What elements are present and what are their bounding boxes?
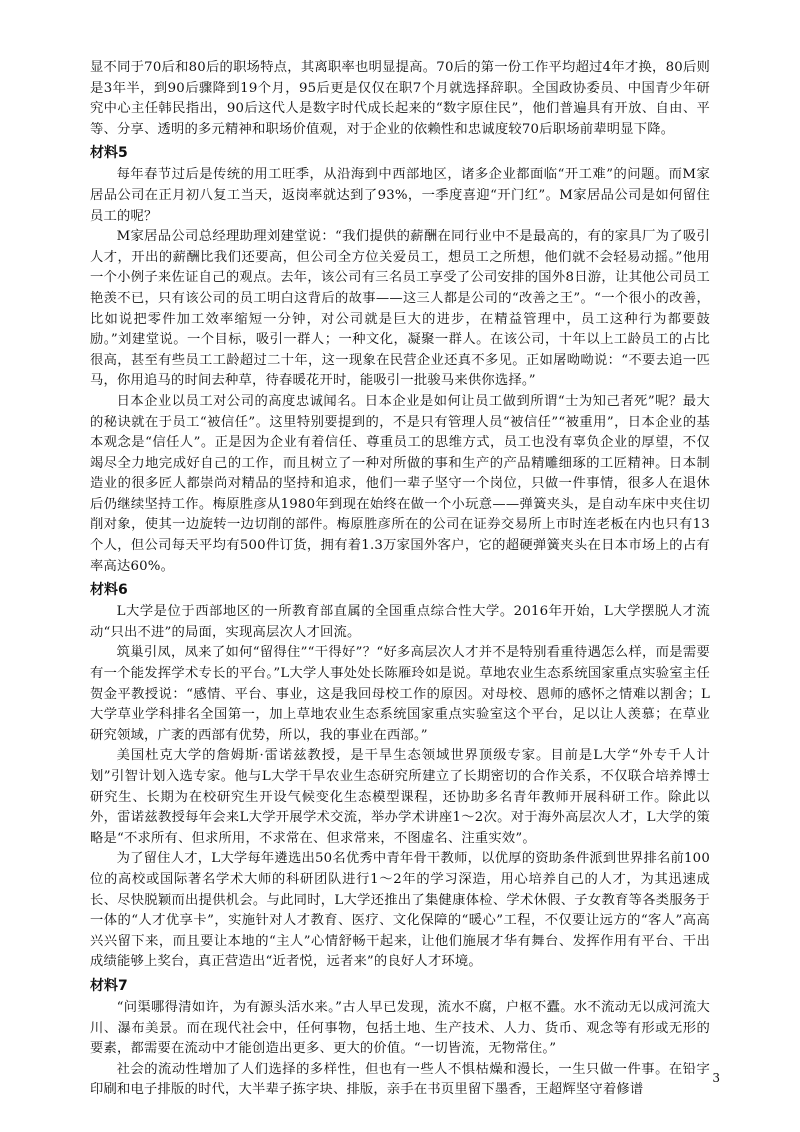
paragraph: 每年春节过后是传统的用工旺季，从沿海到中西部地区，诸多企业都面临“开工难”的问题。而M家居品公司在正月初八复工当天，返岗率就达到了93%，一季度喜迎“开门红”。M家居品公司是如何留住员工的呢？ — [90, 167, 710, 224]
paragraph: 社会的流动性增加了人们选择的多样性，但也有一些人不惧枯燥和漫长，一生只做一件事。在铅字印刷和电子排版的时代，大半辈子拣字块、排版，亲手在书页里留下墨香，王超辉坚守着修谱 — [90, 1061, 710, 1098]
paragraph: 日本企业以员工对公司的高度忠诚闻名。日本企业是如何让员工做到所谓“士为知己者死”呢？最大的秘诀就在于员工“被信任”。这里特别要提到的，不是只有管理人员“被信任”“被重用”，日本企业的基本观念是“信任人”。正是因为企业有着信任、尊重员工的思维方式，员工也没有辜负企业的厚望，不仅竭尽全力地完成好自己的工作，而且树立了一种对所做的事和生产的产品精雕细琢的工匠精神。日本制造业的很多匠人都崇尚对精品的坚持和追求，他们一辈子坚守一个岗位，只做一件事情，很多人在退休后仍继续坚持工作。梅原胜彦从1980年到现在始终在做一个小玩意——弹簧夹头，是自动车床中夹住切削对象，使其一边旋转一边切削的部件。梅原胜彦所在的公司在证券交易所上市时连老板在内也只有13个人，但公司每天平均有500件订货，拥有着1.3万家国外客户，它的超硬弹簧夹头在日本市场上的占有率高达60%。 — [90, 393, 710, 574]
paragraph: “问渠哪得清如许，为有源头活水来。”古人早已发现，流水不腐，户枢不蠹。水不流动无以成河流大川、瀑布美景。而在现代社会中，任何事物，包括土地、生产技术、人力、货币、观念等有形或无形的要素，都需要在流动中才能创造出更多、更大的价值。“一切皆流，无物常住。” — [90, 999, 710, 1057]
document-body — [90, 58, 710, 1101]
page-number: 3 — [712, 1071, 720, 1085]
section-heading: 材料6 — [90, 582, 128, 599]
paragraph: 显不同于70后和80后的职场特点，其离职率也明显提高。70后的第一份工作平均超过4年才换，80后则是3年半，到90后骤降到19个月，95后更是仅仅在职7个月就选择辞职。全国政协委员、中国青少年研究中心主任韩民指出，90后这代人是数字时代成长起来的“数字原住民”，他们普遍具有开放、自由、平等、分享、透明的多元精神和职场价值观，对于企业的依赖性和忠诚度较70后职场前辈明显下降。 — [90, 60, 710, 137]
section-heading: 材料5 — [90, 145, 128, 162]
paragraph: 为了留住人才，L大学每年遴选出50名优秀中青年骨干教师，以优厚的资助条件派到世界排名前100位的高校或国际著名学术大师的科研团队进行1～2年的学习深造，用心培养自己的人才，为其迅速成长、尽快脱颖而出提供机会。与此同时，L大学还推出了集健康体检、学术休假、子女教育等各类服务于一体的“人才优享卡”，实施针对人才教育、医疗、文化保障的“暖心”工程，不仅要让远方的“客人”高高兴兴留下来，而且要让本地的“主人”心情舒畅干起来，让他们施展才华有舞台、发挥作用有平台、干出成绩能够上奖台，真正营造出“近者悦，远者来”的良好人才环境。 — [90, 851, 710, 970]
paragraph: 美国杜克大学的詹姆斯·雷诺兹教授，是干旱生态领域世界顶级专家。目前是L大学“外专千人计划”引智计划入选专家。他与L大学干旱农业生态研究所建立了长期密切的合作关系，不仅联合培养博士研究生、长期为在校研究生开设气候变化生态模型课程，还协助多名青年教师开展科研工作。除此以外，雷诺兹教授每年会来L大学开展学术交流，举办学术讲座1～2次。对于海外高层次人才，L大学的策略是“不求所有、但求所用，不求常在、但求常来，不图虚名、注重实效”。 — [90, 748, 710, 846]
paragraph: 筑巢引凤，凤来了如何“留得住”“干得好”？“好多高层次人才并不是特别看重待遇怎么样，而是需要有一个能发挥学术专长的平台。”L大学人事处处长陈雁玲如是说。草地农业生态系统国家重点实验室主任贺金平教授说：“感情、平台、事业，这是我回母校工作的原因。对母校、恩师的感怀之情难以割舍；L大学草业学科排名全国第一，加上草地农业生态系统国家重点实验室这个平台，足以让人羡慕；在草业研究领域，广袤的西部有优势，所以，我的事业在西部。” — [90, 645, 710, 743]
paragraph: M家居品公司总经理助理刘建堂说：“我们提供的薪酬在同行业中不是最高的，有的家具厂为了吸引人才，开出的薪酬比我们还要高，但公司全方位关爱员工，想员工之所想，他们就不会轻易动摇。”他用一个小例子来佐证自己的观点。去年，该公司有三名员工享受了公司安排的国外8日游，让其他公司员工艳羡不已，只有该公司的员工明白这背后的故事——这三人都是公司的“改善之王”。“一个很小的改善，比如说把零件加工效率缩短一分钟，对公司就是巨大的进步，在精益管理中，员工这种行为都要鼓励。”刘建堂说。一个目标，吸引一群人；一种文化，凝聚一群人。在该公司，十年以上工龄员工的占比很高，甚至有些员工工龄超过二十年，这一现象在民营企业还真不多见。正如屠呦呦说：“不要去追一匹马，你用追马的时间去种草，待春暖花开时，能吸引一批骏马来供你选择。” — [90, 229, 710, 389]
paragraph: L大学是位于西部地区的一所教育部直属的全国重点综合性大学。2016年开始，L大学摆脱人才流动“只出不进”的局面，实现高层次人才回流。 — [90, 604, 710, 640]
section-heading: 材料7 — [90, 977, 128, 994]
